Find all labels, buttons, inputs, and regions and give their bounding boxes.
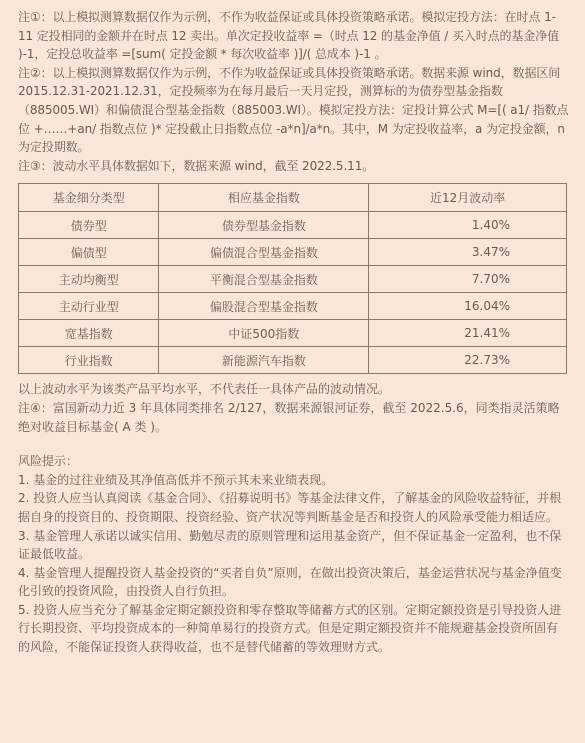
table-cell-type: 主动均衡型 xyxy=(19,266,159,293)
table-cell-volatility: 3.47% xyxy=(369,239,567,266)
table-cell-index: 新能源汽车指数 xyxy=(159,347,369,374)
table-cell-index: 债券型基金指数 xyxy=(159,212,369,239)
note-4: 注④：富国新动力近 3 年具体同类排名 2/127，数据来源银河证券，截至 2022.5.6，同类指灵活策略绝对收益目标基金( A 类 )。 xyxy=(18,400,560,434)
note-2: 注②：以上模拟测算数据仅作为示例，不作为收益保证或具体投资策略承诺。数据来源 wind，数据区间 2015.12.31-2021.12.31，定投频率为在每月最后一天月定投，测算标的为债券型基金指数（885005.WI）和偏债混合型基金指数（885003.WI）。模拟定投方法：定投计算公式 M=[( a1/ 指数点位 +……+an/ 指数点位 )* 定投截止日指数点位 -a*n]/a*n。其中，M 为定投收益率，a 为定投金额，n 为定投期数。 xyxy=(18,65,569,155)
risk-item: 1. 基金的过往业绩及其净值高低并不预示其未来业绩表现。 xyxy=(18,472,334,487)
volatility-footnote: 以上波动水平为该类产品平均水平，不代表任一具体产品的波动情况。 xyxy=(18,382,391,397)
table-row xyxy=(19,239,567,266)
table-header-cell: 基金细分类型 xyxy=(19,184,159,212)
risk-item: 4. 基金管理人提醒投资人基金投资的“买者自负”原则，在做出投资决策后，基金运营状况与基金净值变化引致的投资风险，由投资人自行负担。 xyxy=(18,565,562,599)
table-cell-volatility: 22.73% xyxy=(369,347,567,374)
note-1: 注①：以上模拟测算数据仅作为示例，不作为收益保证或具体投资策略承诺。模拟定投方法：在时点 1-11 定投相同的金额并在时点 12 卖出。单次定投收益率 =（时点 12 的基金净值 / 买入时点的基金净值 )-1，定投总收益率 =[sum( 定投金额 * 每次收益率 )]/( 总成本 )-1 。 xyxy=(18,10,560,62)
risk-title: 风险提示： xyxy=(18,454,79,469)
table-cell-index: 偏债混合型基金指数 xyxy=(159,239,369,266)
table-cell-volatility: 16.04% xyxy=(369,293,567,320)
table-header-row xyxy=(19,184,567,212)
table-row xyxy=(19,266,567,293)
table-cell-volatility: 1.40% xyxy=(369,212,567,239)
notes-block xyxy=(18,8,569,175)
table-cell-volatility: 7.70% xyxy=(369,266,567,293)
table-row xyxy=(19,293,567,320)
risk-item: 2. 投资人应当认真阅读《基金合同》、《招募说明书》等基金法律文件，了解基金的风险收益特征，并根据自身的投资目的、投资期限、投资经验、资产状况等判断基金是否和投资人的风险承受能力相适应。 xyxy=(18,491,562,524)
table-header-cell: 相应基金指数 xyxy=(159,184,369,212)
table-cell-type: 主动行业型 xyxy=(19,293,159,320)
volatility-table xyxy=(18,183,567,374)
note-3: 注③：波动水平具体数据如下，数据来源 wind，截至 2022.5.11。 xyxy=(18,158,375,173)
table-cell-type: 行业指数 xyxy=(19,347,159,374)
table-cell-volatility: 21.41% xyxy=(369,320,567,347)
after-table-notes xyxy=(18,380,569,436)
table-cell-type: 债券型 xyxy=(19,212,159,239)
table-cell-type: 宽基指数 xyxy=(19,320,159,347)
table-row xyxy=(19,320,567,347)
table-cell-index: 中证500指数 xyxy=(159,320,369,347)
table-row xyxy=(19,347,567,374)
table-cell-index: 平衡混合型基金指数 xyxy=(159,266,369,293)
table-row xyxy=(19,212,567,239)
risk-item: 3. 基金管理人承诺以诚实信用、勤勉尽责的原则管理和运用基金资产，但不保证基金一定盈利，也不保证最低收益。 xyxy=(18,528,562,562)
table-cell-type: 偏债型 xyxy=(19,239,159,266)
risk-warning xyxy=(18,452,569,657)
risk-item: 5. 投资人应当充分了解基金定期定额投资和零存整取等储蓄方式的区别。定期定额投资是引导投资人进行长期投资、平均投资成本的一种简单易行的投资方式。但是定期定额投资并不能规避基金投资所固有的风险，不能保证投资人获得收益，也不是替代储蓄的等效理财方式。 xyxy=(18,602,562,655)
table-cell-index: 偏股混合型基金指数 xyxy=(159,293,369,320)
table-header-cell: 近12月波动率 xyxy=(369,184,567,212)
